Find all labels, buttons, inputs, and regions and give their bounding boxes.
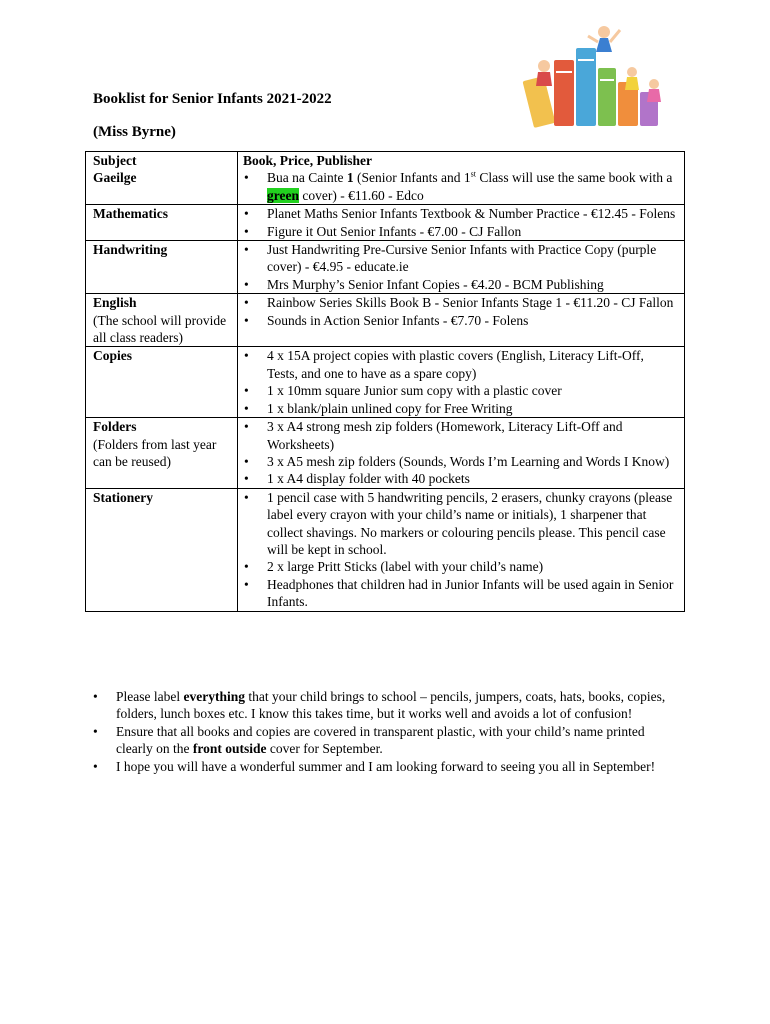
note-item: • I hope you will have a wonderful summer and I am looking forward to seeing you all in September! xyxy=(93,758,673,775)
subject-cell xyxy=(86,152,238,205)
children-on-books-illustration xyxy=(520,20,665,132)
list-item: • Headphones that children had in Junior Infants will be used again in Senior Infants. xyxy=(243,576,676,611)
table-row xyxy=(86,294,685,347)
list-item: • 3 x A4 strong mesh zip folders (Homework, Literacy Lift-Off and Worksheets) xyxy=(243,418,676,453)
list-item: • 1 x A4 display folder with 40 pockets xyxy=(243,470,676,487)
subject-name: Gaeilge xyxy=(93,170,137,186)
books-cell xyxy=(238,418,685,489)
table-row xyxy=(86,205,685,241)
subject-note: (Folders from last year can be reused) xyxy=(93,436,217,469)
table-row xyxy=(86,418,685,489)
list-item: • Bua na Cainte 1 (Senior Infants and 1st Class will use the same book with a green cover) - €11.60 - Edco xyxy=(243,169,676,204)
list-item: • Just Handwriting Pre-Cursive Senior Infants with Practice Copy (purple cover) - €4.95 - educate.ie xyxy=(243,241,676,276)
subject-name: Stationery xyxy=(93,489,153,505)
table-row xyxy=(86,347,685,418)
books-cell xyxy=(238,294,685,347)
subject-note: (The school will provide all class readers) xyxy=(93,312,227,346)
books-cell xyxy=(238,205,685,241)
note-item: • Please label everything that your child brings to school – pencils, jumpers, coats, hats, books, copies, folders, lunch boxes etc. I know this takes time, but it works well and avoids a lot of confusion! xyxy=(93,688,673,723)
teacher-name: (Miss Byrne) xyxy=(93,124,176,140)
list-item: • Figure it Out Senior Infants - €7.00 - CJ Fallon xyxy=(243,223,676,240)
list-item: • Planet Maths Senior Infants Textbook & Number Practice - €12.45 - Folens xyxy=(243,205,676,222)
books-header: Book, Price, Publisher xyxy=(243,153,372,168)
subject-cell xyxy=(86,347,238,418)
list-item: • 1 pencil case with 5 handwriting pencils, 2 erasers, chunky crayons (please label every crayon with your child’s name or initials), 1 sharpener that collect shavings. No markers or colouring pencils please. This pencil case will be kept in school. xyxy=(243,489,676,559)
subject-cell xyxy=(86,294,238,347)
books-cell xyxy=(238,347,685,418)
list-item: • 1 x blank/plain unlined copy for Free Writing xyxy=(243,400,676,417)
subject-name: English xyxy=(93,295,137,311)
list-item: • Mrs Murphy’s Senior Infant Copies - €4.20 - BCM Publishing xyxy=(243,276,676,293)
list-item: • 1 x 10mm square Junior sum copy with a plastic cover xyxy=(243,382,676,399)
books-cell xyxy=(238,488,685,611)
subject-name: Handwriting xyxy=(93,242,168,258)
subject-name: Copies xyxy=(93,348,133,364)
subject-cell xyxy=(86,241,238,294)
list-item: • 3 x A5 mesh zip folders (Sounds, Words I’m Learning and Words I Know) xyxy=(243,453,676,470)
books-cell xyxy=(238,241,685,294)
list-item: • 2 x large Pritt Sticks (label with your child’s name) xyxy=(243,558,676,575)
subject-name: Folders xyxy=(93,419,137,435)
subject-cell xyxy=(86,488,238,611)
table-row xyxy=(86,241,685,294)
subject-name: Mathematics xyxy=(93,206,168,222)
subject-cell xyxy=(86,205,238,241)
green-highlight: green xyxy=(267,187,299,203)
subject-cell xyxy=(86,418,238,489)
list-item: • Sounds in Action Senior Infants - €7.70 - Folens xyxy=(243,312,676,329)
parent-notes xyxy=(93,688,673,775)
list-item: • 4 x 15A project copies with plastic covers (English, Literacy Lift-Off, Tests, and one to have as a spare copy) xyxy=(243,347,676,382)
booklist-table xyxy=(85,151,685,612)
list-item: • Rainbow Series Skills Book B - Senior Infants Stage 1 - €11.20 - CJ Fallon xyxy=(243,294,676,311)
table-row xyxy=(86,488,685,611)
table-row xyxy=(86,152,685,205)
document-title: Booklist for Senior Infants 2021-2022 xyxy=(93,91,332,107)
books-cell xyxy=(238,152,685,205)
subject-header: Subject xyxy=(93,153,137,168)
note-item: • Ensure that all books and copies are covered in transparent plastic, with your child’s name printed clearly on the front outside cover for September. xyxy=(93,723,673,758)
